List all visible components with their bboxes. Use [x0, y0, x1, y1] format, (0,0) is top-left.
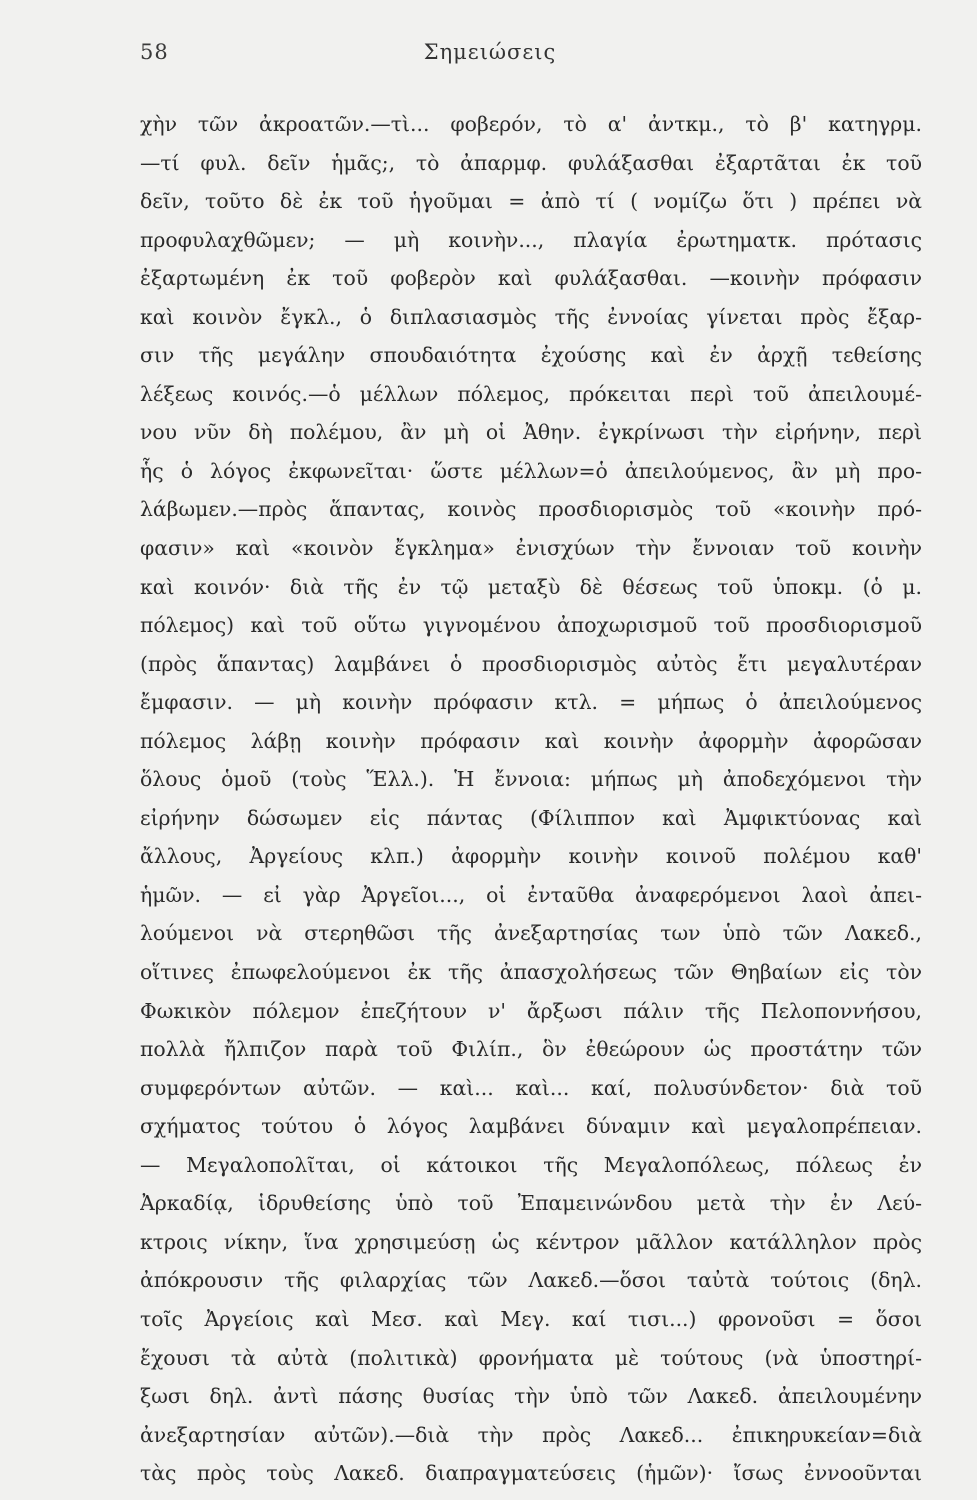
text-line: πόλεμος λάβῃ κοινὴν πρόφασιν καὶ κοινὴν ἀφορμὴν ἀφορῶσαν: [140, 728, 922, 753]
text-line: ὅλους ὁμοῦ (τοὺς Ἕλλ.). Ἡ ἔννοια: μήπως μὴ ἀποδεχόμενοι τὴν: [140, 767, 922, 792]
text-line: ξωσι δηλ. ἀντὶ πάσης θυσίας τὴν ὑπὸ τῶν Λακεδ. ἀπειλουμένην: [140, 1384, 922, 1409]
text-line: τὰς πρὸς τοὺς Λακεδ. διαπραγματεύσεις (ἡμῶν)· ἴσως ἐννοοῦνται: [140, 1461, 922, 1486]
text-line: —τί φυλ. δεῖν ἡμᾶς;, τὸ ἀπαρμφ. φυλάξασθαι ἐξαρτᾶται ἐκ τοῦ: [140, 150, 922, 175]
text-line: πολλὰ ἤλπιζον παρὰ τοῦ Φιλίπ., ὃν ἐθεώρουν ὡς προστάτην τῶν: [140, 1037, 922, 1062]
text-line: οἵτινες ἐπωφελούμενοι ἐκ τῆς ἀπασχολήσεως τῶν Θηβαίων εἰς τὸν: [140, 960, 922, 985]
text-line: καὶ κοινόν· διὰ τῆς ἐν τῷ μεταξὺ δὲ θέσεως τοῦ ὑποκμ. (ὁ μ.: [140, 574, 922, 599]
text-line: (πρὸς ἅπαντας) λαμβάνει ὁ προσδιορισμὸς αὐτὸς ἔτι μεγαλυτέραν: [140, 651, 922, 676]
text-line: συμφερόντων αὐτῶν. — καὶ... καὶ... καί, πολυσύνδετον· διὰ τοῦ: [140, 1075, 922, 1100]
text-line: λούμενοι νὰ στερηθῶσι τῆς ἀνεξαρτησίας των ὑπὸ τῶν Λακεδ.,: [140, 921, 922, 946]
text-line: ἄλλους, Ἀργείους κλπ.) ἀφορμὴν κοινὴν κοινοῦ πολέμου καθ': [140, 844, 922, 869]
text-line: ἀπόκρουσιν τῆς φιλαρχίας τῶν Λακεδ.—ὅσοι ταὐτὰ τούτοις (δηλ.: [140, 1268, 922, 1293]
text-line: τοῖς Ἀργείοις καὶ Μεσ. καὶ Μεγ. καί τισι...) φρονοῦσι = ὅσοι: [140, 1306, 922, 1331]
text-line: ἀνεξαρτησίαν αὐτῶν).—διὰ τὴν πρὸς Λακεδ... ἐπικηρυκείαν=διὰ: [140, 1422, 922, 1447]
text-line: — Μεγαλοπολῖται, οἱ κάτοικοι τῆς Μεγαλοπόλεως, πόλεως ἐν: [140, 1152, 922, 1177]
text-line: καὶ κοινὸν ἔγκλ., ὁ διπλασιασμὸς τῆς ἐννοίας γίνεται πρὸς ἔξαρ-: [140, 304, 922, 329]
text-line: ἔμφασιν. — μὴ κοινὴν πρόφασιν κτλ. = μήπως ὁ ἀπειλούμενος: [140, 690, 922, 715]
text-line: χὴν τῶν ἀκροατῶν.—τὶ... φοβερόν, τὸ α' ἀντκμ., τὸ β' κατηγρμ.: [140, 112, 922, 136]
text-line: πόλεμος) καὶ τοῦ οὕτω γιγνομένου ἀποχωρισμοῦ τοῦ προσδιορισμοῦ: [140, 613, 922, 638]
body-text: [140, 105, 922, 1493]
text-line: ἧς ὁ λόγος ἐκφωνεῖται· ὥστε μέλλων=ὁ ἀπειλούμενος, ἂν μὴ προ-: [140, 458, 922, 483]
text-line: λέξεως κοινός.—ὁ μέλλων πόλεμος, πρόκειται περὶ τοῦ ἀπειλουμέ-: [140, 381, 922, 406]
page-header: [140, 40, 840, 74]
text-line: σχήματος τούτου ὁ λόγος λαμβάνει δύναμιν καὶ μεγαλοπρέπειαν.: [140, 1114, 922, 1139]
text-line: σιν τῆς μεγάλην σπουδαιότητα ἐχούσης καὶ ἐν ἀρχῇ τεθείσης: [140, 343, 922, 368]
page-number: 58: [140, 40, 169, 64]
text-line: εἰρήνην δώσωμεν εἰς πάντας (Φίλιππον καὶ Ἀμφικτύονας καὶ: [140, 805, 922, 830]
text-line: ἡμῶν. — εἰ γὰρ Ἀργεῖοι..., οἱ ἐνταῦθα ἀναφερόμενοι λαοὶ ἀπει-: [140, 882, 922, 907]
running-title: Σημειώσεις: [423, 40, 557, 64]
text-line: φασιν» καὶ «κοινὸν ἔγκλημα» ἐνισχύων τὴν ἔννοιαν τοῦ κοινὴν: [140, 536, 922, 561]
text-line: ἐξαρτωμένη ἐκ τοῦ φοβερὸν καὶ φυλάξασθαι. —κοινὴν πρόφασιν: [140, 266, 922, 291]
text-line: λάβωμεν.—πρὸς ἅπαντας, κοινὸς προσδιορισμὸς τοῦ «κοινὴν πρό-: [140, 497, 922, 522]
text-line: δεῖν, τοῦτο δὲ ἐκ τοῦ ἡγοῦμαι = ἀπὸ τί ( νομίζω ὅτι ) πρέπει νὰ: [140, 189, 922, 214]
text-line: ἔχουσι τὰ αὐτὰ (πολιτικὰ) φρονήματα μὲ τούτους (νὰ ὑποστηρί-: [140, 1345, 922, 1370]
text-line: Φωκικὸν πόλεμον ἐπεζήτουν ν' ἄρξωσι πάλιν τῆς Πελοποννήσου,: [140, 998, 922, 1023]
text-line: νου νῦν δὴ πολέμου, ἂν μὴ οἱ Ἀθην. ἐγκρίνωσι τὴν εἰρήνην, περὶ: [140, 420, 922, 445]
text-line: Ἀρκαδίᾳ, ἱδρυθείσης ὑπὸ τοῦ Ἐπαμεινώνδου μετὰ τὴν ἐν Λεύ-: [140, 1191, 922, 1216]
text-line: προφυλαχθῶμεν; — μὴ κοινὴν..., πλαγία ἐρωτηματκ. πρότασις: [140, 227, 922, 252]
text-line: κτροις νίκην, ἵνα χρησιμεύσῃ ὡς κέντρον μᾶλλον κατάλληλον πρὸς: [140, 1229, 922, 1254]
